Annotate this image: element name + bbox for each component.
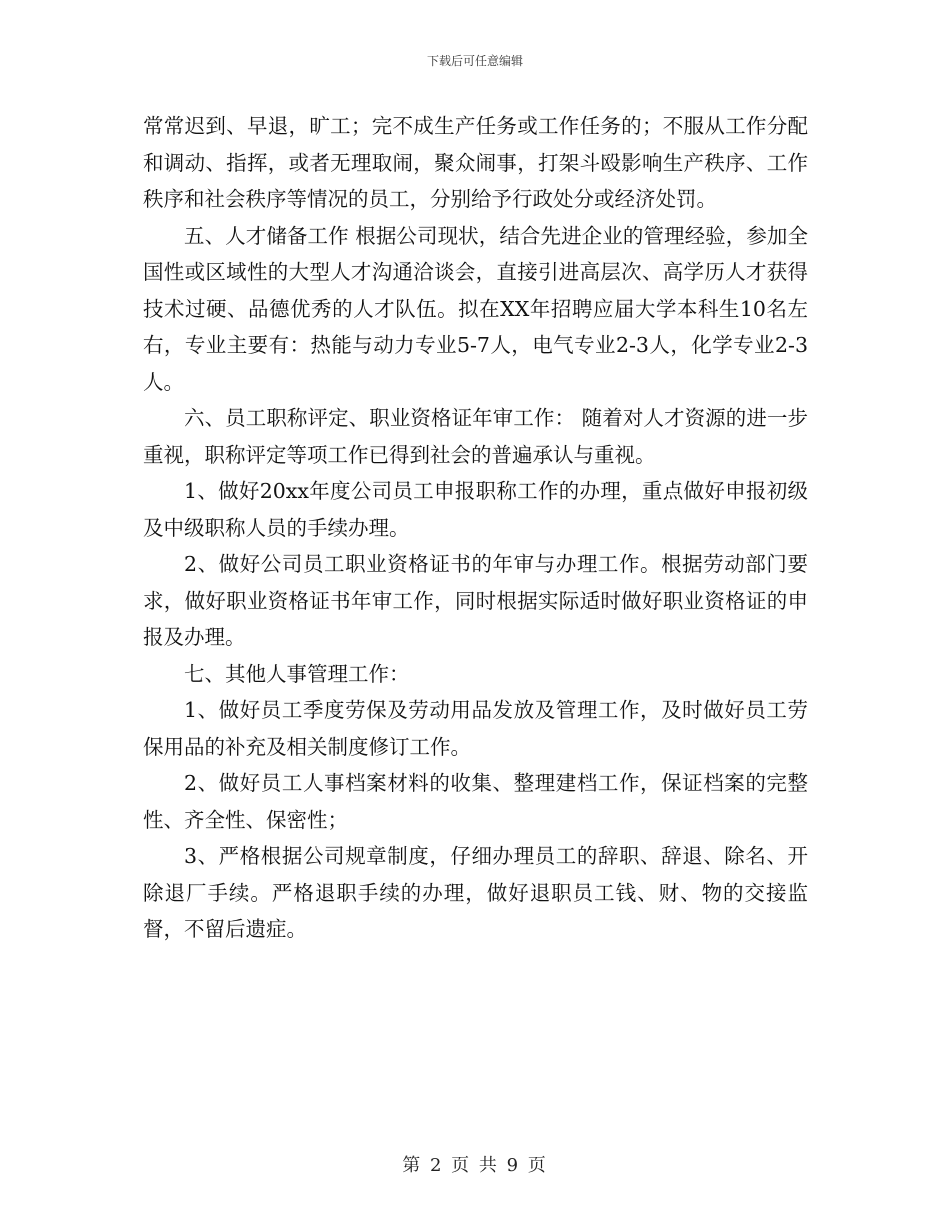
paragraph-talent-reserve: 五、人才储备工作 根据公司现状，结合先进企业的管理经验，参加全国性或区域性的大型人才沟通洽谈会，直接引进高层次、高学历人才获得技术过硬、品德优秀的人才队伍。拟在XX年招聘应届大学本科生10名左右，专业主要有：热能与动力专业5-7人，电气专业2-3人，化学专业2-3人。 [143,223,808,394]
paragraph-other-hr-heading: 七、其他人事管理工作： [184,661,410,686]
paragraph-title-item-1: 1、做好20xx年度公司员工申报职称工作的办理，重点做好申报初级及中级职称人员的手续办理。 [143,479,808,540]
paragraph-title-item-2: 2、做好公司员工职业资格证书的年审与办理工作。根据劳动部门要求，做好职业资格证书年审工作，同时根据实际适时做好职业资格证的申报及办理。 [143,552,808,649]
paragraph-penalty-continuation: 常常迟到、早退，旷工；完不成生产任务或工作任务的；不服从工作分配和调动、指挥，或者无理取闹，聚众闹事，打架斗殴影响生产秩序、工作秩序和社会秩序等情况的员工，分别给予行政处分或经济处罚。 [143,114,808,211]
paragraph-other-item-2: 2、做好员工人事档案材料的收集、整理建档工作，保证档案的完整性、齐全性、保密性； [143,771,808,832]
page-header: 下载后可任意编辑 [426,54,523,68]
document-body [143,108,808,948]
page-footer: 第 2 页 共 9 页 [402,1155,548,1176]
paragraph-other-item-3: 3、严格根据公司规章制度，仔细办理员工的辞职、辞退、除名、开除退厂手续。严格退职手续的办理，做好退职员工钱、财、物的交接监督，不留后遗症。 [143,844,808,941]
paragraph-other-item-1: 1、做好员工季度劳保及劳动用品发放及管理工作，及时做好员工劳保用品的补充及相关制度修订工作。 [143,698,808,759]
paragraph-title-evaluation: 六、员工职称评定、职业资格证年审工作： 随着对人才资源的进一步重视，职称评定等项工作已得到社会的普遍承认与重视。 [143,406,808,467]
